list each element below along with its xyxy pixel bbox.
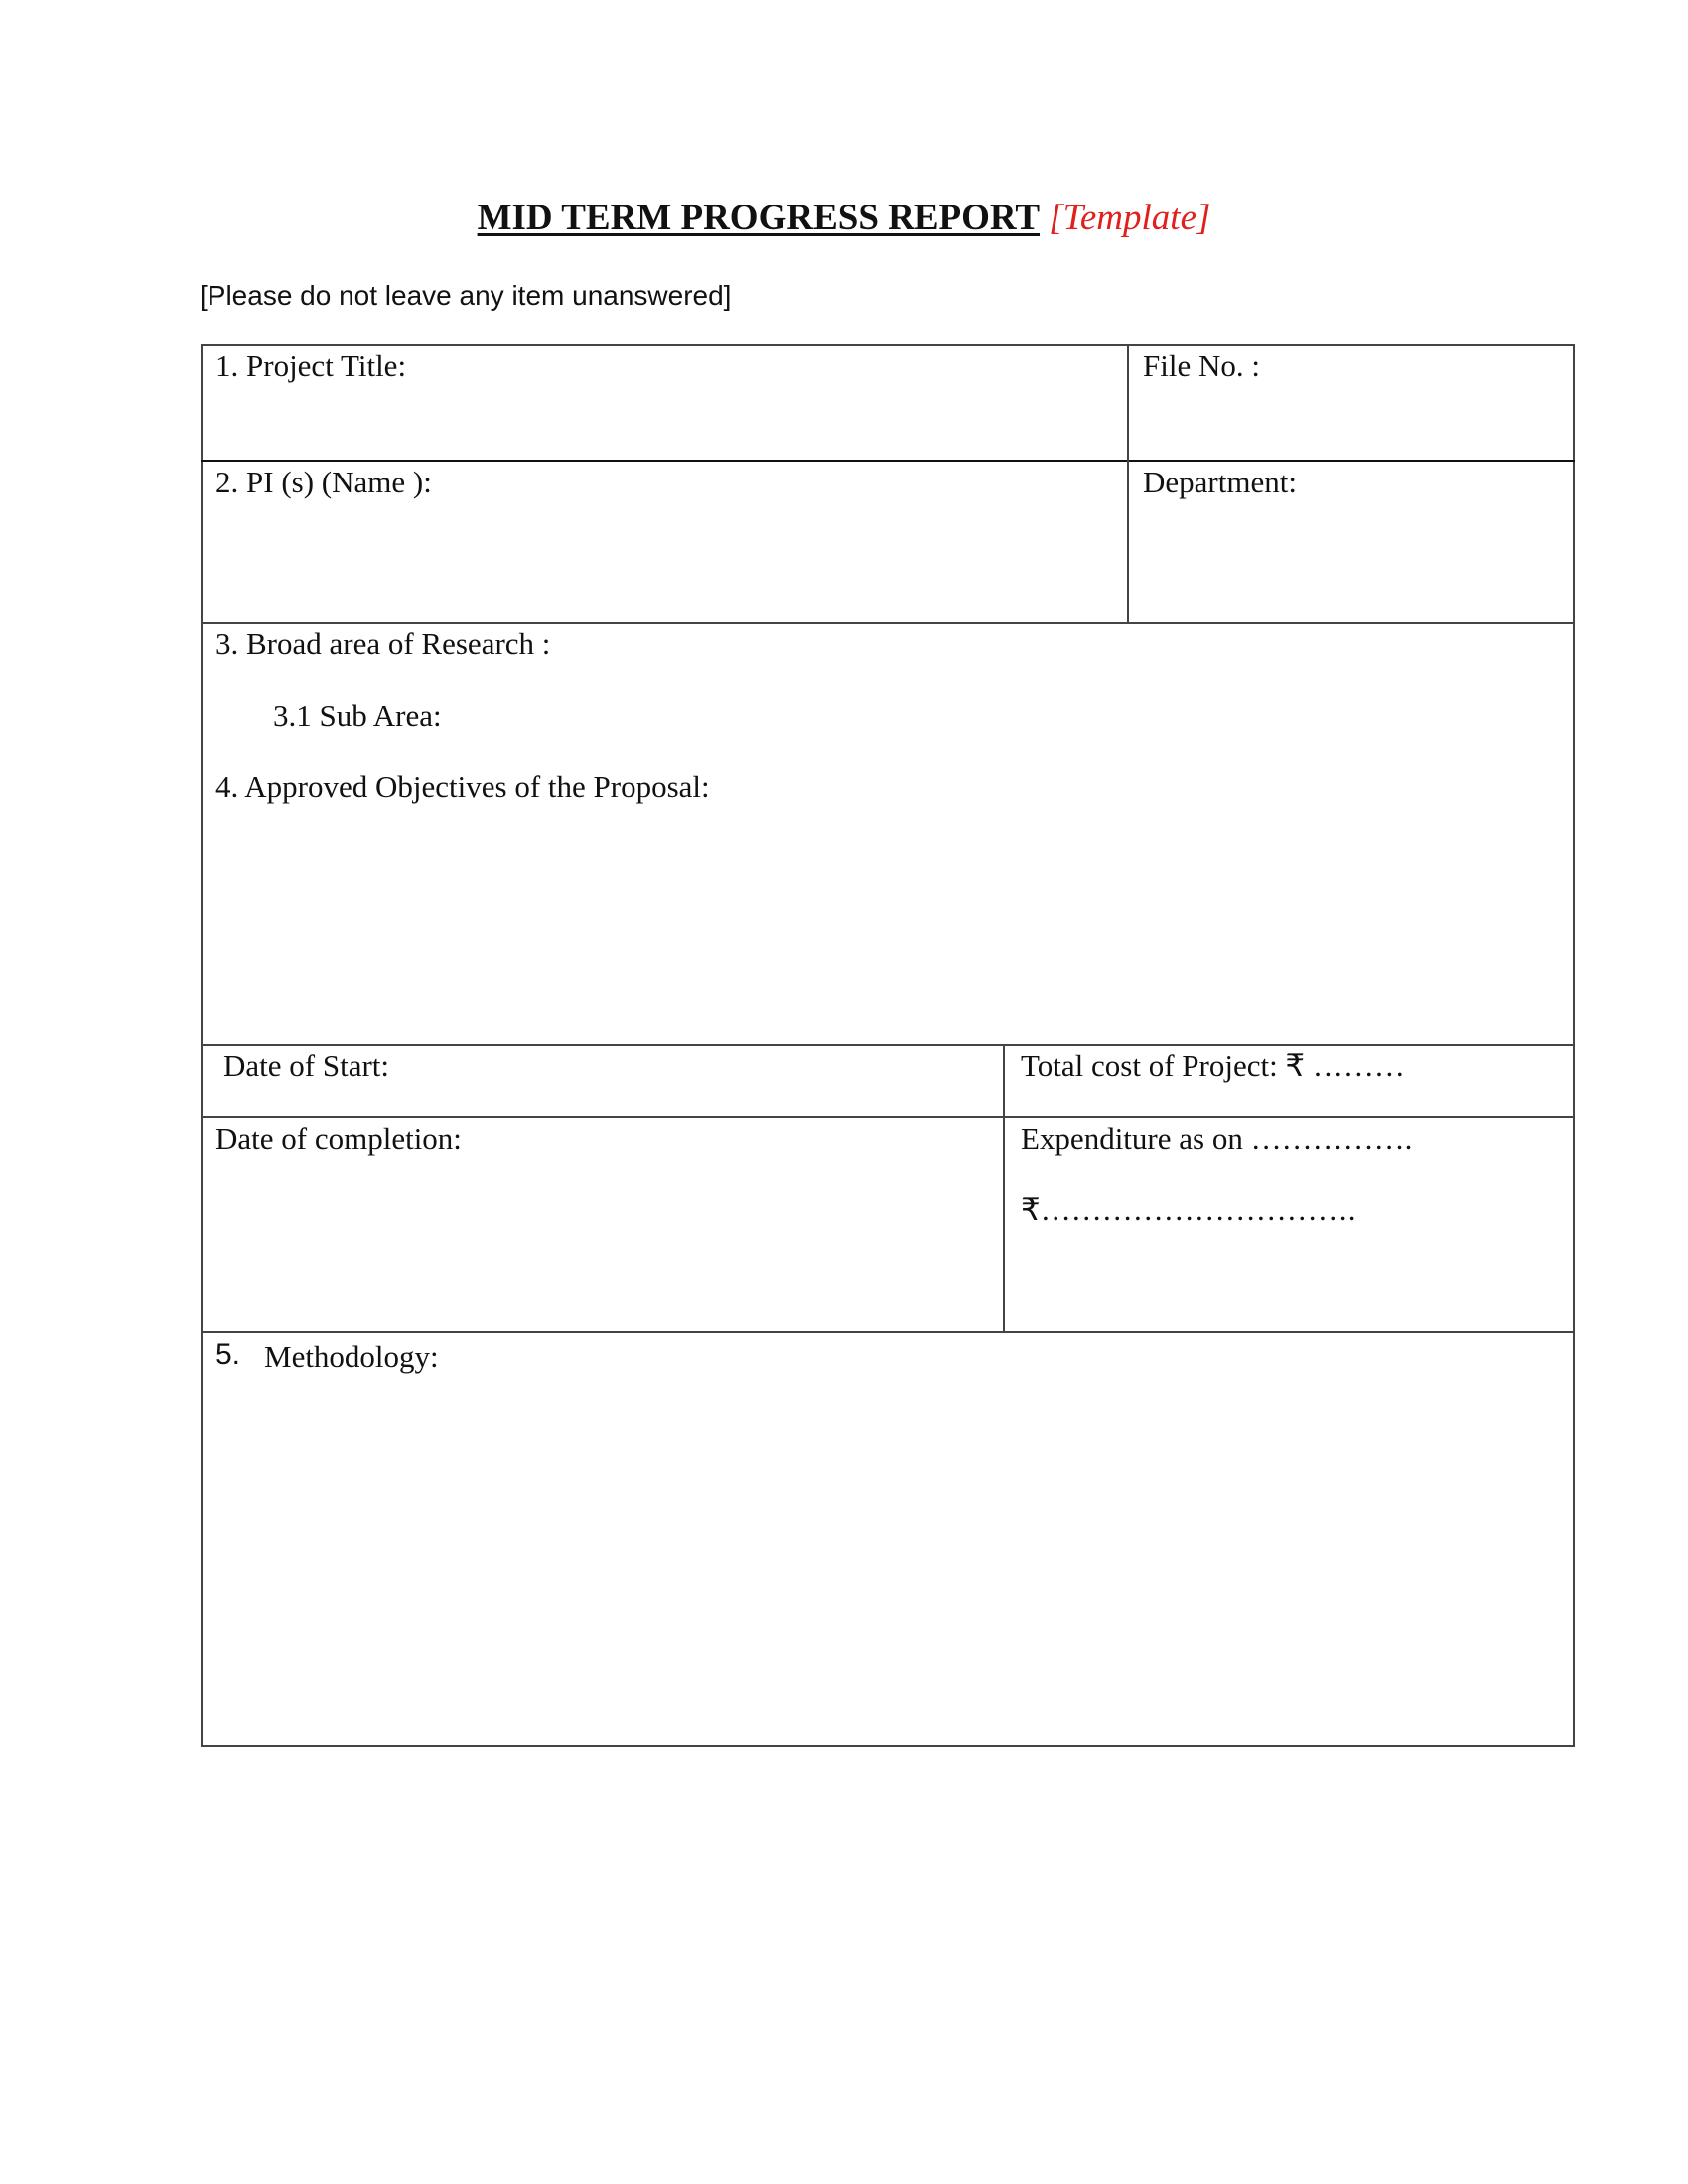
pi-name-field[interactable]: 2. PI (s) (Name ): (215, 465, 432, 499)
column-divider (1127, 344, 1129, 622)
row-divider (201, 1044, 1575, 1046)
date-completion-field[interactable]: Date of completion: (215, 1121, 462, 1156)
template-tag: [Template] (1049, 198, 1211, 238)
row-divider (201, 460, 1575, 462)
objectives-field[interactable]: 4. Approved Objectives of the Proposal: (215, 769, 710, 804)
report-title: MID TERM PROGRESS REPORT (477, 198, 1041, 238)
page-title (0, 195, 1688, 242)
row-divider (201, 1116, 1575, 1118)
methodology-field[interactable]: Methodology: (264, 1339, 439, 1374)
file-no-field[interactable]: File No. : (1143, 348, 1260, 383)
column-divider (1003, 1044, 1005, 1331)
row-divider (201, 622, 1575, 624)
project-title-field[interactable]: 1. Project Title: (215, 348, 407, 383)
date-start-field[interactable]: Date of Start: (223, 1048, 390, 1083)
expenditure-field[interactable]: Expenditure as on ……………. (1021, 1121, 1413, 1156)
methodology-number: 5. (215, 1338, 241, 1371)
expenditure-amount-field[interactable]: ₹…………………………. (1021, 1192, 1356, 1227)
broad-area-field[interactable]: 3. Broad area of Research : (215, 626, 551, 661)
total-cost-field[interactable]: Total cost of Project: ₹ ……… (1021, 1048, 1405, 1083)
department-field[interactable]: Department: (1143, 465, 1297, 499)
sub-area-field[interactable]: 3.1 Sub Area: (273, 698, 442, 733)
row-divider (201, 1331, 1575, 1333)
instruction-note: [Please do not leave any item unanswered] (200, 280, 732, 311)
